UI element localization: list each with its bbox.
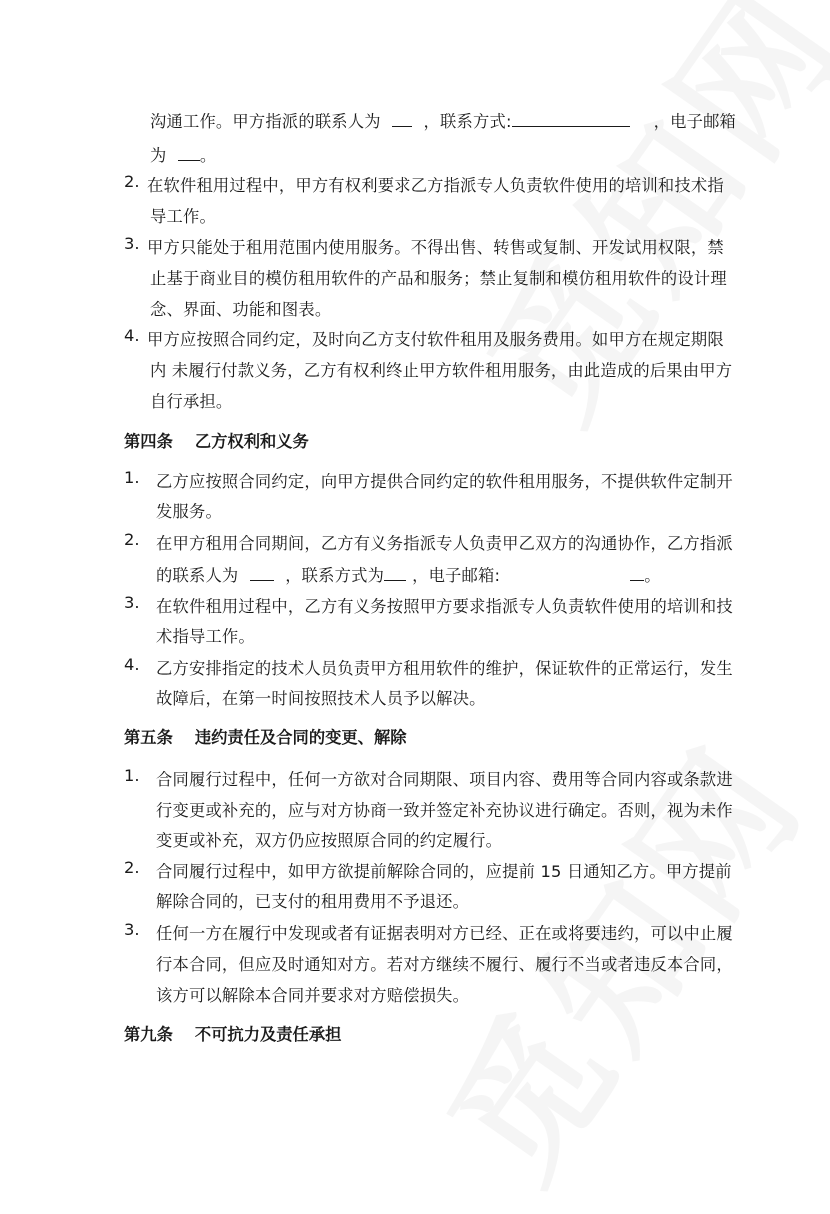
item-line: 止基于商业目的模仿租用软件的产品和服务；禁止复制和模仿租用软件的设计理 (150, 269, 727, 288)
contact-line (150, 108, 736, 132)
item-line: 自行承担。 (150, 392, 233, 411)
contact-text-c: ，电子邮箱: (412, 566, 501, 585)
section-title: 不可抗力及责任承担 (194, 1025, 342, 1044)
item-line: 在软件租用过程中，乙方有义务按照甲方要求指派专人负责软件使用的培训和技 (156, 597, 733, 616)
email-text-b: 。 (199, 146, 217, 165)
item-line: 在软件租用过程中，甲方有权利要求乙方指派专人负责软件使用的培训和技术指 (147, 176, 724, 195)
contact-text-d: 。 (644, 566, 661, 585)
item-line: 任何一方在履行中发现或者有证据表明对方已经、正在或将要违约，可以中止履 (156, 924, 733, 943)
item-number: 1. (124, 766, 140, 785)
item-line: 念、界面、功能和图表。 (150, 300, 332, 319)
item-line: 乙方安排指定的技术人员负责甲方租用软件的维护，保证软件的正常运行，发生 (156, 659, 733, 678)
item-line: 甲方只能处于租用范围内使用服务。不得出售、转售或复制、开发试用权限，禁 (147, 238, 724, 257)
item-number: 3. (124, 234, 140, 253)
section-label: 第九条 (124, 1025, 173, 1044)
item-line: 该方可以解除本合同并要求对方赔偿损失。 (156, 986, 470, 1005)
email-line (150, 142, 216, 166)
item-line: 导工作。 (150, 207, 216, 226)
contact-person-blank[interactable] (250, 565, 274, 581)
contact-method-blank[interactable] (512, 111, 630, 127)
item-line: 内 未履行付款义务，乙方有权利终止甲方软件租用服务，由此造成的后果由甲方 (150, 361, 733, 380)
section-label: 第五条 (124, 728, 173, 747)
contact-person-blank[interactable] (392, 111, 412, 127)
item-number: 4. (124, 326, 140, 345)
item-line: 故障后，在第一时间按照技术人员予以解决。 (156, 689, 486, 708)
section-title: 违约责任及合同的变更、解除 (194, 728, 407, 747)
contact-text-a: 沟通工作。甲方指派的联系人为 (150, 112, 381, 131)
item-line: 在甲方租用合同期间，乙方有义务指派专人负责甲乙双方的沟通协作，乙方指派 (156, 534, 733, 553)
item-line: 合同履行过程中，任何一方欲对合同期限、项目内容、费用等合同内容或条款进 (156, 770, 733, 789)
item-number: 2. (124, 172, 140, 191)
item-number: 2. (124, 530, 140, 549)
item-line: 行本合同，但应及时通知对方。若对方继续不履行、履行不当或者违反本合同， (156, 955, 733, 974)
contact-text-b: ，联系方式: (423, 112, 512, 131)
contact-text-c: ，电子邮箱 (653, 112, 737, 131)
section-heading-9 (124, 1021, 341, 1045)
section-heading-4 (124, 428, 309, 452)
contact-method-blank[interactable] (384, 565, 406, 581)
item-number: 4. (124, 655, 140, 674)
section-label: 第四条 (124, 432, 173, 451)
item-line: 乙方应按照合同约定，向甲方提供合同约定的软件租用服务，不提供软件定制开 (156, 472, 733, 491)
item-line: 发服务。 (156, 502, 222, 521)
section-title: 乙方权利和义务 (194, 432, 309, 451)
watermark (430, 0, 830, 454)
item-line: 合同履行过程中，如甲方欲提前解除合同的，应提前 15 日通知乙方。甲方提前 (156, 862, 732, 881)
contact-line-b (156, 562, 661, 586)
email-blank[interactable] (178, 145, 200, 161)
item-number: 3. (124, 593, 140, 612)
email-blank[interactable] (630, 565, 644, 581)
item-line: 术指导工作。 (156, 627, 255, 646)
item-number: 2. (124, 858, 140, 877)
item-number: 3. (124, 920, 140, 939)
contact-text-a: 的联系人为 (156, 566, 239, 585)
contact-text-b: ，联系方式为 (285, 566, 385, 585)
email-text-a: 为 (150, 146, 167, 165)
item-line: 解除合同的，已支付的租用费用不予退还。 (156, 892, 470, 911)
item-line: 变更或补充，双方仍应按照原合同的约定履行。 (156, 831, 503, 850)
section-heading-5 (124, 724, 407, 748)
item-line: 行变更或补充的，应与对方协商一致并签定补充协议进行确定。否则，视为未作 (156, 801, 733, 820)
item-line: 甲方应按照合同约定，及时向乙方支付软件租用及服务费用。如甲方在规定期限 (147, 330, 724, 349)
item-number: 1. (124, 468, 140, 487)
